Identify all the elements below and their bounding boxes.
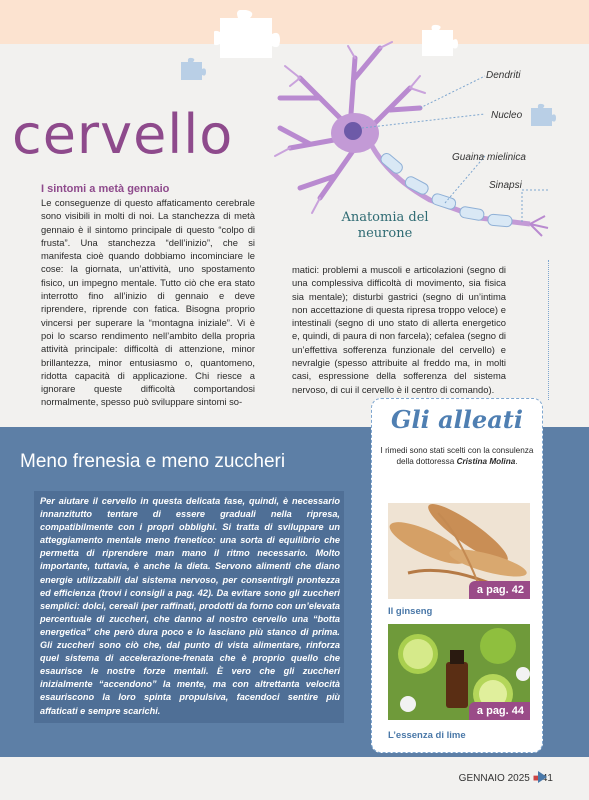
page-ref-badge[interactable]: a pag. 44	[469, 702, 530, 720]
dotted-connector	[548, 260, 549, 400]
neuron-caption: Anatomia del neurone	[341, 210, 429, 241]
section-heading: Meno frenesia e meno zuccheri	[20, 451, 286, 472]
section-subheading: I sintomi a metà gennaio	[41, 183, 170, 195]
sidebar-gli-alleati	[371, 398, 543, 753]
caption-ginseng: Il ginseng	[388, 606, 433, 617]
intro-suffix: .	[515, 457, 518, 466]
footer-month: GENNAIO 2025	[458, 773, 530, 784]
lime-photo[interactable]	[388, 624, 530, 720]
puzzle-piece-icon	[178, 56, 206, 82]
intro-prefix: I rimedi sono stati scelti con la consulenza della dottoressa	[380, 446, 534, 466]
sidebar-intro	[380, 445, 534, 467]
highlight-text: Per aiutare il cervello in questa delicata fase, quindi, è necessario innanzitutto tentare di essere graduali nella ripresa, compatibilmente con i propri obblighi. Si tratta di sviluppare un atteggiamento mentale meno frenetico: una sorta di equilibrio che permetta di riprendere man mano il ritmo necessario. Molto importante, tuttavia, è anche la dieta. Servono alimenti che diano energie utilizzabili dal sistema nervoso, per consentirgli prontezza ed efficienza (trovi i consigli a pag. 42). Da evitare sono gli zuccheri semplici: dolci, cereali iper raffinati, prodotti da forno con un’elevata percentuale di zuccheri, che danno al nostro cervello una “botta energetica” che però dura poco e lo lasciano più stanco di prima. Gli zuccheri sono ciò che, dal punto di vista alimentare, rinforza quel sistema di accelerazione-frenata che è proprio quello che esaurisce le nostre forze mentali. È vero che gli zuccheri inizialmente “accendono” la mente, ma con altrettanta velocità esauriscono la loro spinta propulsiva, facendoci sentire più affaticati e sempre scarichi.	[40, 496, 340, 716]
bullet-icon: ■	[532, 773, 539, 784]
label-guaina-mielinica: Guaina mielinica	[452, 152, 526, 163]
body-column-2: matici: problemi a muscoli e articolazioni (segno di una complessiva difficoltà di movimento, sia fisica sia mentale); disturbi gastrici (segno di un’intima non accettazione di questa ripresa troppo veloce) e intestinali (segno di uno stato di allerta energetico e, quindi, di paura di non farcela); cefalea (segno di un’effettiva sofferenza funzionale del cervello) e nevralgie (spesso attribuite al freddo ma, in molti casi, espressione della sofferenza del sistema nervoso, di cui il cervello è il centro di comando).	[292, 264, 506, 395]
page-title: cervello	[12, 103, 234, 166]
intro-name: Cristina Molina	[456, 457, 516, 466]
footer-page-number: 41	[541, 773, 553, 784]
neuron-illustration	[260, 38, 560, 238]
sidebar-title: Gli alleati	[391, 405, 523, 434]
label-dendriti: Dendriti	[486, 70, 521, 81]
body-column-1: Le conseguenze di questo affaticamento cerebrale sono visibili in molti di noi. La stanchezza di metà gennaio è il sintomo principale di questo “colpo di frusta”. Una stanchezza “dell’inizio”, che si manifesta cioè quando dobbiamo incominciare le cose: la giornata, un’attività, uno spostamento fisico, un impegno mentale. Tutto ciò che era stato interrotto fino all’inizio di gennaio e deve riprendere, riprende con fatica. Bisogna proprio vincersi per superare la “montagna iniziale”. Vi è poi lo scarso rendimento nell’ambito della propria attività principale: difficoltà di attenzione, minor brillantezza, minor entusiasmo o, quantomeno, ridotta capacità di applicazione. Chi riesce a ignorare queste difficoltà comportandosi normalmente, spesso può sviluppare sintomi so-	[41, 197, 255, 408]
caption-lime: L’essenza di lime	[388, 730, 466, 741]
label-sinapsi: Sinapsi	[489, 180, 522, 191]
label-nucleo: Nucleo	[491, 110, 523, 121]
next-arrow-icon[interactable]	[538, 771, 547, 783]
ginseng-photo[interactable]	[388, 503, 530, 599]
page-ref-badge[interactable]: a pag. 42	[469, 581, 530, 599]
